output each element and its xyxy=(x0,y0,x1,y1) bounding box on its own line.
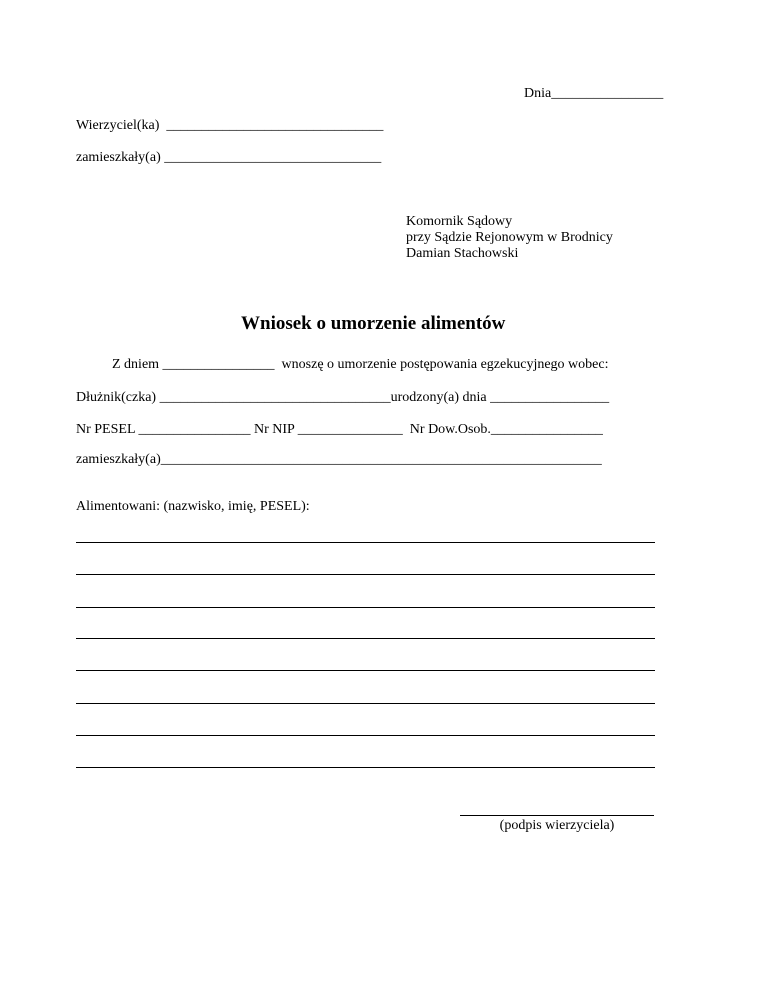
beneficiary-line[interactable] xyxy=(76,542,655,543)
beneficiary-line[interactable] xyxy=(76,607,655,608)
document-title: Wniosek o umorzenie alimentów xyxy=(241,313,506,334)
addressee-line-3: Damian Stachowski xyxy=(406,246,519,261)
intro-line[interactable]: Z dniem ________________ wnoszę o umorzenie postępowania egzekucyjnego wobec: xyxy=(112,357,609,372)
beneficiaries-label: Alimentowani: (nazwisko, imię, PESEL): xyxy=(76,499,310,514)
addressee-line-1: Komornik Sądowy xyxy=(406,214,513,229)
signature-line[interactable] xyxy=(460,815,654,816)
signature-caption: (podpis wierzyciela) xyxy=(499,818,615,833)
debtor-ids-line[interactable]: Nr PESEL ________________ Nr NIP _______________ Nr Dow.Osob.________________ xyxy=(76,422,603,437)
beneficiary-line[interactable] xyxy=(76,767,655,768)
creditor-address-line[interactable]: zamieszkały(a) _______________________________ xyxy=(76,150,382,165)
date-field-line[interactable]: Dnia________________ xyxy=(524,86,664,101)
debtor-address-line[interactable]: zamieszkały(a)_______________________________________________________________ xyxy=(76,452,602,467)
beneficiary-line[interactable] xyxy=(76,703,655,704)
debtor-line[interactable]: Dłużnik(czka) _________________________________urodzony(a) dnia _________________ xyxy=(76,390,610,405)
beneficiary-line[interactable] xyxy=(76,735,655,736)
creditor-name-line[interactable]: Wierzyciel(ka) _______________________________ xyxy=(76,118,384,133)
beneficiary-line[interactable] xyxy=(76,638,655,639)
addressee-line-2: przy Sądzie Rejonowym w Brodnicy xyxy=(406,230,613,245)
beneficiary-line[interactable] xyxy=(76,574,655,575)
beneficiary-line[interactable] xyxy=(76,670,655,671)
